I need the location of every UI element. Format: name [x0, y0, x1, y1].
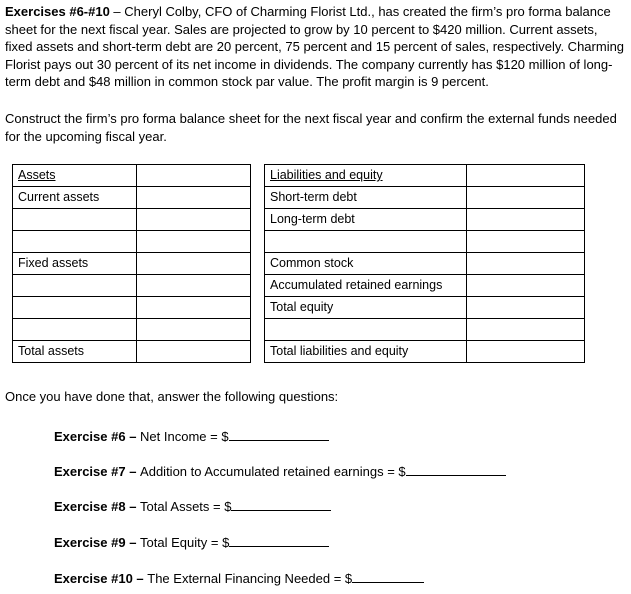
liability-label — [265, 231, 467, 253]
table-gap — [251, 165, 265, 187]
liability-label: Accumulated retained earnings — [265, 275, 467, 297]
asset-value-cell[interactable] — [137, 297, 251, 319]
asset-label: Fixed assets — [13, 253, 137, 275]
exercise-text: Total Equity = $ — [140, 535, 230, 550]
exercise-label: Exercise #10 — [54, 571, 133, 586]
balance-sheet-table — [12, 164, 585, 363]
asset-value-cell[interactable] — [137, 275, 251, 297]
asset-value-cell[interactable] — [137, 319, 251, 341]
table-row — [13, 231, 585, 253]
table-gap — [251, 209, 265, 231]
intro-paragraph — [5, 3, 627, 91]
liability-label: Total equity — [265, 297, 467, 319]
exercise-label: Exercise #8 — [54, 499, 126, 514]
asset-value-cell[interactable] — [137, 253, 251, 275]
table-row — [13, 209, 585, 231]
table-gap — [251, 319, 265, 341]
intro-lead: Exercises #6-#10 — [5, 4, 110, 19]
table-row — [13, 297, 585, 319]
asset-value-cell[interactable] — [137, 341, 251, 363]
liability-label: Common stock — [265, 253, 467, 275]
liability-value-cell[interactable] — [467, 341, 585, 363]
exercise-9 — [54, 532, 329, 550]
liabilities-value-cell[interactable] — [467, 165, 585, 187]
answer-blank[interactable] — [229, 426, 329, 441]
exercise-dash: – — [125, 499, 141, 514]
liability-label: Short-term debt — [265, 187, 467, 209]
exercise-text: Total Assets = $ — [140, 499, 232, 514]
table-header-row — [13, 165, 585, 187]
table-gap — [251, 253, 265, 275]
exercise-text: Addition to Accumulated retained earnings = $ — [140, 464, 406, 479]
asset-value-cell[interactable] — [137, 209, 251, 231]
table-row — [13, 319, 585, 341]
exercise-text: Net Income = $ — [140, 429, 229, 444]
assets-value-cell[interactable] — [137, 165, 251, 187]
answer-blank[interactable] — [406, 461, 506, 476]
liability-value-cell[interactable] — [467, 297, 585, 319]
exercise-label: Exercise #6 — [54, 429, 126, 444]
answer-blank[interactable] — [229, 532, 329, 547]
exercise-dash: – — [125, 535, 141, 550]
table-gap — [251, 297, 265, 319]
table-row — [13, 341, 585, 363]
table-row — [13, 187, 585, 209]
intro-text: – Cheryl Colby, CFO of Charming Florist Ltd., has created the firm’s pro forma balance sheet for the next fiscal year. Sales are projected to grow by 10 percent to $420 million. Current assets, fixed assets and short-term debt are 20 percent, 75 percent and 15 percent of sales, respectively. Charming Florist pays out 30 percent of its net income in dividends. The company currently has $120 million of long-term debt and $48 million in common stock par value. The profit margin is 9 percent. — [5, 4, 625, 89]
exercise-text: The External Financing Needed = $ — [147, 571, 353, 586]
exercise-7 — [54, 461, 506, 479]
asset-label: Total assets — [13, 341, 137, 363]
liability-label — [265, 319, 467, 341]
exercise-label: Exercise #7 — [54, 464, 126, 479]
table-row — [13, 253, 585, 275]
answer-blank[interactable] — [231, 496, 331, 511]
asset-label — [13, 209, 137, 231]
exercise-label: Exercise #9 — [54, 535, 126, 550]
exercise-10 — [54, 568, 424, 586]
liability-value-cell[interactable] — [467, 253, 585, 275]
exercise-dash: – — [132, 571, 148, 586]
asset-label: Current assets — [13, 187, 137, 209]
liability-value-cell[interactable] — [467, 275, 585, 297]
liability-value-cell[interactable] — [467, 209, 585, 231]
answer-blank[interactable] — [352, 568, 424, 583]
asset-label — [13, 297, 137, 319]
liability-value-cell[interactable] — [467, 319, 585, 341]
liability-value-cell[interactable] — [467, 187, 585, 209]
table-gap — [251, 275, 265, 297]
asset-label — [13, 275, 137, 297]
assets-header: Assets — [13, 165, 137, 187]
liability-label: Long-term debt — [265, 209, 467, 231]
exercise-dash: – — [125, 429, 141, 444]
exercise-dash: – — [125, 464, 141, 479]
asset-value-cell[interactable] — [137, 187, 251, 209]
exercise-6 — [54, 426, 329, 444]
asset-value-cell[interactable] — [137, 231, 251, 253]
table-gap — [251, 187, 265, 209]
table-gap — [251, 231, 265, 253]
asset-label — [13, 231, 137, 253]
liabilities-header: Liabilities and equity — [265, 165, 467, 187]
asset-label — [13, 319, 137, 341]
questions-heading: Once you have done that, answer the following questions: — [5, 389, 339, 404]
liability-value-cell[interactable] — [467, 231, 585, 253]
liability-label: Total liabilities and equity — [265, 341, 467, 363]
exercise-8 — [54, 496, 331, 514]
table-row — [13, 275, 585, 297]
table-gap — [251, 341, 265, 363]
task-paragraph: Construct the firm’s pro forma balance sheet for the next fiscal year and confirm the external funds needed for the upcoming fiscal year. — [5, 111, 617, 144]
